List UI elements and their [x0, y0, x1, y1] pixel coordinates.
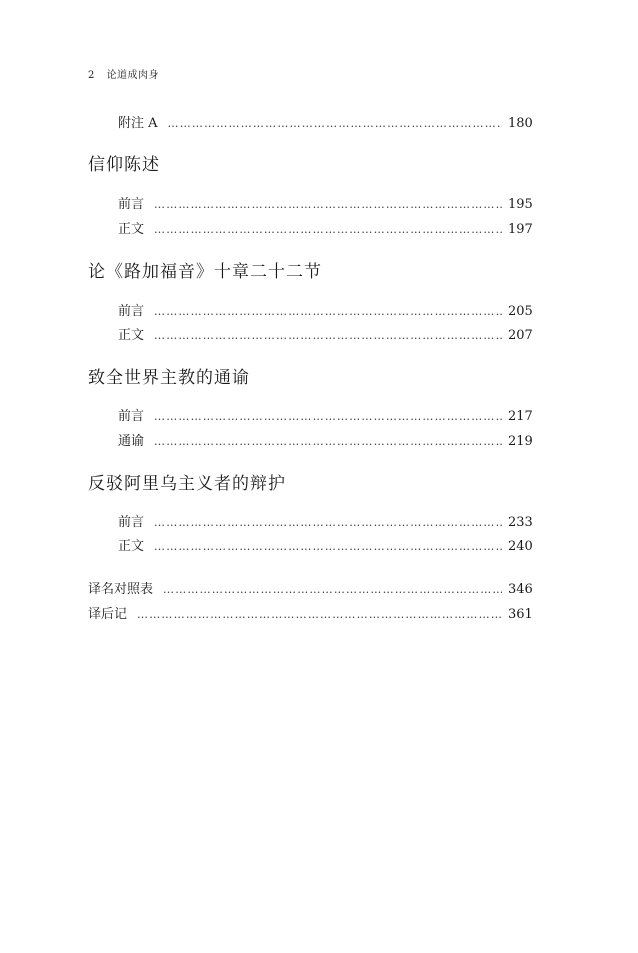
toc-entry-page: 217 [508, 409, 533, 424]
dot-leader [168, 117, 502, 130]
toc-entry-encyclical-preface[interactable] [118, 405, 533, 424]
toc-entry-label: 附注 A [118, 116, 158, 131]
toc-entry-page: 180 [508, 116, 533, 131]
toc-entry-page: 207 [508, 328, 533, 343]
toc-entry-label: 前言 [118, 304, 145, 319]
dot-leader [154, 435, 502, 448]
page-number: 2 [88, 70, 95, 81]
toc-entry-page: 233 [508, 515, 533, 530]
section-title-creed: 信仰陈述 [88, 155, 160, 175]
toc-entry-page: 205 [508, 304, 533, 319]
toc-entry-luke-preface[interactable] [118, 300, 533, 319]
toc-entry-page: 346 [508, 582, 533, 597]
dot-leader [154, 305, 502, 318]
section-title-apology: 反驳阿里乌主义者的辩护 [88, 474, 286, 494]
section-title-encyclical: 致全世界主教的通谕 [88, 368, 250, 388]
dot-leader [154, 329, 502, 342]
toc-entry-label: 前言 [118, 515, 145, 530]
toc-entry-encyclical-text[interactable] [118, 430, 533, 449]
toc-entry-label: 正文 [118, 539, 145, 554]
toc-entry-page: 197 [508, 222, 533, 237]
toc-entry-page: 240 [508, 539, 533, 554]
toc-entry-label: 正文 [118, 328, 145, 343]
toc-entry-apology-text[interactable] [118, 535, 533, 554]
toc-entry-creed-text[interactable] [118, 218, 533, 237]
toc-entry-page: 195 [508, 197, 533, 212]
book-title: 论道成肉身 [106, 70, 160, 81]
dot-leader [163, 583, 502, 596]
toc-entry-label: 译名对照表 [88, 582, 154, 597]
toc-entry-apology-preface[interactable] [118, 511, 533, 530]
dot-leader [154, 223, 502, 236]
running-header [88, 66, 159, 81]
toc-entry-label: 前言 [118, 197, 145, 212]
toc-entry-label: 译后记 [88, 607, 128, 622]
toc-entry-afterword[interactable] [88, 603, 533, 622]
dot-leader [137, 608, 502, 621]
toc-entry-page: 219 [508, 434, 533, 449]
dot-leader [154, 540, 502, 553]
dot-leader [154, 198, 502, 211]
toc-entry-luke-text[interactable] [118, 324, 533, 343]
toc-entry-appendix-a[interactable] [118, 112, 533, 131]
dot-leader [154, 516, 502, 529]
toc-entry-creed-preface[interactable] [118, 193, 533, 212]
toc-entry-page: 361 [508, 607, 533, 622]
toc-entry-label: 通谕 [118, 434, 145, 449]
toc-entry-label: 正文 [118, 222, 145, 237]
toc-entry-glossary[interactable] [88, 578, 533, 597]
section-title-luke: 论《路加福音》十章二十二节 [88, 262, 322, 282]
toc-entry-label: 前言 [118, 409, 145, 424]
dot-leader [154, 410, 502, 423]
